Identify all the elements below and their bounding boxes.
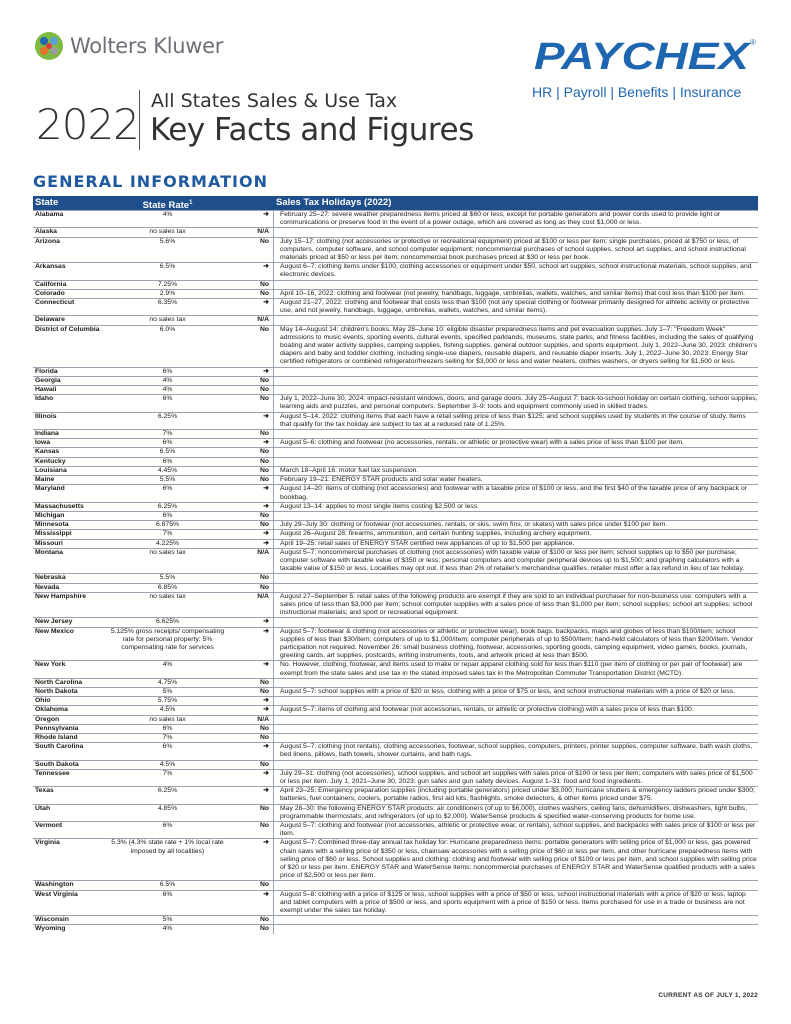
state-rate: 4% — [162, 376, 173, 384]
holiday-description: August 5–7: clothing and footwear (not accessories, athletic or protective wear, or rentals), school supplies, and backpacks with sales price of $100 or less per item. — [273, 822, 758, 838]
holiday-flag: No — [259, 583, 269, 591]
state-name: Kansas — [35, 448, 60, 456]
table-row — [33, 890, 758, 916]
state-rate: 6.875% — [155, 521, 180, 529]
holiday-description: April 23–25: Emergency preparation supplies (including portable generators) priced under $3,000; hurricane shutters & emergency ladders priced under $300; batteries, fuel containers, coolers, portable radios, first aid kits, flashlights, smoke detectors, & other items priced under $75. — [273, 787, 758, 803]
holiday-description — [273, 574, 758, 582]
state-name: West Virginia — [35, 890, 78, 898]
table-row — [33, 880, 758, 889]
table-row — [33, 210, 758, 227]
state-name: Georgia — [35, 376, 61, 384]
state-name: South Carolina — [35, 743, 84, 751]
state-rate: 6.35% — [157, 299, 178, 307]
table-row — [33, 715, 758, 724]
holiday-description: July 15–17: clothing (not accessories or protective or recreational equipment) priced at $100 or less per item; single purchases, priced at $750 or less, of computers, computer software, and school computer equipment; noncommercial purchases of school supplies, school art supplies, and school instructional materials priced at $50 or less per item; noncommercial book purchases priced at $30 or less per book. — [273, 238, 758, 263]
header-rate: State Rate$^1$ — [142, 200, 193, 212]
holiday-flag: No — [259, 881, 269, 889]
holiday-description: August 5–7: Combined three-day annual tax holiday for: Hurricane preparedness items: portable generators with selling price of $1,000 or less, gas powered chain saws with a selling price of $350 or less, chainsaw accessories with a selling price of $60 or less per item, and other hurricane preparedness items with selling price of $60 or less. School supplies and clothing: clothing and footwear with selling price of $100 or less per item, and school supplies with selling price of $20 or less per item. ENERGY STAR and WaterSense items: noncommercial purchases of ENERGY STAR and WaterSense qualified products with a sales price of $2,500 or less per item. — [273, 839, 758, 880]
tax-table — [33, 196, 758, 934]
holiday-description: August 5–8: clothing with a price of $125 or less, school supplies with a price of $50 or less, school instructional materials with a price of $20 or less, laptop and tablet computers with a price of $500 or less, and sports equipment with a price of $150 or less. Items purchased for use in a trade or business are not exempt under the sales tax holiday. — [273, 891, 758, 916]
state-name: South Dakota — [35, 760, 79, 768]
state-name: Nevada — [35, 583, 60, 591]
table-row — [33, 915, 758, 924]
state-rate: 2.9% — [159, 289, 176, 297]
state-rate: 4.5% — [159, 760, 176, 768]
table-row — [33, 724, 758, 733]
holiday-flag: No — [259, 280, 269, 288]
holiday-description — [273, 228, 758, 236]
state-name: North Carolina — [35, 678, 83, 686]
table-row — [33, 475, 758, 484]
state-name: Nebraska — [35, 574, 66, 582]
state-rate: 5.125% gross receipts/ compensating rate for personal property; 5% compensating rate for services — [110, 627, 225, 651]
page-title: Key Facts and Figures — [150, 112, 474, 148]
holiday-flag: No — [259, 430, 269, 438]
state-name: Michigan — [35, 511, 65, 519]
arrow-right-icon: ➜ — [263, 211, 269, 218]
holiday-description: August 21–27, 2022: clothing and footwear that costs less than $100 (not any special clothing or footwear primarily designed for athletic activity or protective use, and not jewelry, handbags, luggage, umbrellas, wallets, watches, and similar items). — [273, 299, 758, 315]
table-row — [33, 696, 758, 705]
header-holidays: Sales Tax Holidays (2022) — [276, 197, 392, 208]
holiday-description: February 19–21: ENERGY STAR products and solar water heaters. — [273, 476, 758, 484]
holiday-description: August 5–7: clothing (not rentals), clothing accessories, footwear, school supplies, computers, printers, printer supplies, computer software, bath wash cloths, bed linens, pillows, bath towels, shower curtains, and bath rugs. — [273, 743, 758, 759]
holiday-description: March 18–April 16: motor fuel tax suspension. — [273, 467, 758, 475]
table-row — [33, 924, 758, 933]
state-rate: 4.45% — [157, 466, 178, 474]
table-row — [33, 592, 758, 618]
state-rate: 6% — [162, 457, 173, 465]
state-rate: 6% — [162, 743, 173, 751]
holiday-flag: No — [259, 678, 269, 686]
holiday-description: August 6–7: clothing items under $100, clothing accessories or equipment under $50, school art supplies, school instructional materials, school supplies, and electronic devices. — [273, 263, 758, 279]
table-row — [33, 289, 758, 298]
holiday-description — [273, 925, 758, 933]
arrow-right-icon: ➜ — [263, 439, 269, 447]
holiday-flag: No — [259, 466, 269, 474]
holiday-description — [273, 697, 758, 705]
holiday-description: April 10–16, 2022: clothing and footwear (not jewelry, handbags, luggage, umbrellas, wallets, watches, and similar items) that cost less than $100 per item. — [273, 290, 758, 298]
holiday-description — [273, 377, 758, 385]
arrow-right-icon: ➜ — [263, 263, 269, 271]
arrow-right-icon: ➜ — [263, 839, 269, 847]
state-rate: no sales tax — [149, 316, 186, 324]
table-row — [33, 687, 758, 696]
state-rate: 6% — [162, 511, 173, 519]
state-rate: 4% — [162, 386, 173, 394]
holiday-description: August 5–7: footwear & clothing (not accessories or athletic or protective wear), book bags, backpacks, maps and globes of less than $100/item; school supplies of less than $30/item; computers of up to $1,000/item; computer peripherals of up to $500/item; hand-held calculators of less than $200/item. Vendor participation not required. November 26: small business clothing, footwear, accessories, sporting goods, camping equipment, video games, books, journals, greeting cards, art supplies, postcards, writing instruments, tools, and artwork priced at less than $500. — [273, 628, 758, 661]
table-row — [33, 733, 758, 742]
svg-text:PAYCHEX: PAYCHEX — [534, 36, 753, 75]
table-row — [33, 742, 758, 759]
table-row — [33, 769, 758, 786]
state-name: Colorado — [35, 289, 65, 297]
holiday-description: May 28–30: the following ENERGY STAR products: air conditioners (of up to $6,000), clothes washers, ceiling fans, dehumidifiers, dishwashers, light bulbs, programmable thermostats, and refrigerators (of up to $2,000). WaterSense products & specified water-conserving products for home use. — [273, 805, 758, 821]
state-rate: 4.225% — [155, 539, 180, 547]
state-name: Kentucky — [35, 457, 66, 465]
table-header — [33, 196, 758, 210]
state-rate: no sales tax — [149, 715, 186, 723]
table-row — [33, 262, 758, 279]
state-name: Florida — [35, 367, 58, 375]
state-rate: 4% — [162, 925, 173, 933]
state-name: Maryland — [35, 485, 65, 493]
footer-date: CURRENT AS OF JULY 1, 2022 — [658, 992, 758, 999]
header-state: State — [35, 197, 59, 208]
table-row — [33, 520, 758, 529]
holiday-flag: No — [259, 289, 269, 297]
state-rate: 5.75% — [157, 697, 178, 705]
holiday-flag: No — [259, 237, 269, 245]
arrow-right-icon: ➜ — [263, 661, 269, 669]
state-name: Delaware — [35, 316, 65, 324]
state-rate: 6% — [162, 439, 173, 447]
holiday-description: August 5–14, 2022: clothing items that each have a retail selling price of less than $125; and school supplies used by students in the course of study. Items that qualify for the tax holiday are subject to tax at a reduced rate of 1.25%. — [273, 413, 758, 429]
table-row — [33, 502, 758, 511]
state-rate: 6.25% — [157, 787, 178, 795]
holiday-description — [273, 761, 758, 769]
holiday-flag: No — [259, 448, 269, 456]
globe-icon — [34, 31, 64, 61]
arrow-right-icon: ➜ — [263, 485, 269, 493]
arrow-right-icon: ➜ — [263, 697, 269, 705]
state-rate: 4.75% — [157, 678, 178, 686]
holiday-description: August 14–20: items of clothing (not accessories) and footwear with a taxable price of $100 or less, and the first $40 of the taxable price of any backpack or bookbag. — [273, 485, 758, 501]
holiday-flag: No — [259, 733, 269, 741]
state-rate: 4.5% — [159, 706, 176, 714]
state-rate: 6.25% — [157, 412, 178, 420]
state-rate: 6.625% — [155, 618, 180, 626]
state-rate: 7% — [162, 430, 173, 438]
holiday-description — [273, 881, 758, 889]
holiday-description — [273, 281, 758, 289]
table-row — [33, 529, 758, 538]
state-name: Connecticut — [35, 299, 75, 307]
holiday-description — [273, 512, 758, 520]
state-name: Montana — [35, 548, 63, 556]
arrow-right-icon: ➜ — [263, 367, 269, 375]
wolters-kluwer-name: Wolters Kluwer — [70, 34, 224, 58]
holiday-flag: No — [259, 687, 269, 695]
holiday-flag: N/A — [257, 548, 269, 556]
holiday-description — [273, 734, 758, 742]
state-name: Minnesota — [35, 521, 69, 529]
state-rate: 7% — [162, 733, 173, 741]
arrow-right-icon: ➜ — [263, 769, 269, 777]
holiday-flag: N/A — [257, 715, 269, 723]
table-row — [33, 457, 758, 466]
state-rate: 4.85% — [157, 804, 178, 812]
holiday-flag: No — [259, 511, 269, 519]
arrow-right-icon: ➜ — [263, 539, 269, 547]
wolters-kluwer-logo — [34, 31, 223, 61]
table-row — [33, 298, 758, 315]
section-heading: GENERAL INFORMATION — [33, 172, 268, 191]
state-rate: 5% — [162, 687, 173, 695]
state-name: Arkansas — [35, 263, 66, 271]
holiday-flag: N/A — [257, 228, 269, 236]
state-name: Wisconsin — [35, 916, 69, 924]
state-name: Vermont — [35, 822, 63, 830]
state-name: Rhode Island — [35, 733, 78, 741]
table-body — [33, 210, 758, 934]
holiday-flag: No — [259, 916, 269, 924]
holiday-description — [273, 716, 758, 724]
holiday-description: July 29–31: clothing (not accessories), school supplies, and school art supplies with sales price of $100 or less per item; computers with sales price of $1,500 or less per item. July 1, 2021–June 30, 2023: gun safes and gun safety devices. August 1–31: food and food ingredients. — [273, 770, 758, 786]
holiday-flag: No — [259, 804, 269, 812]
arrow-right-icon: ➜ — [263, 743, 269, 751]
table-row — [33, 573, 758, 582]
table-row — [33, 325, 758, 367]
state-name: Maine — [35, 476, 55, 484]
state-name: Texas — [35, 787, 54, 795]
state-name: New Mexico — [35, 627, 74, 635]
holiday-description: August 27–September 5: retail sales of the following products are exempt if they are sold to an individual purchaser for non-business use: computers with a sales price of less than $3,000 per item; school computer supplies with a sales price of less than $1,000 per item; school supplies; school art supplies; school instructional materials; and sport or recreational equipment. — [273, 593, 758, 618]
table-row — [33, 539, 758, 548]
holiday-description: April 19–25: retail sales of ENERGY STAR certified new appliances of up to $1,500 per appliance. — [273, 540, 758, 548]
state-name: Oklahoma — [35, 706, 68, 714]
state-rate: 6% — [162, 822, 173, 830]
holiday-flag: N/A — [257, 592, 269, 600]
state-name: Virginia — [35, 839, 60, 847]
holiday-description: August 13–14: applies to most single items costing $2,500 or less. — [273, 503, 758, 511]
table-row — [33, 412, 758, 429]
holiday-description: May 14–August 14: children's books. May 28–June 10: eligible disaster preparedness items and pet evacuation supplies. July 1–7: "Freedom Week" admissions to music events, sporting events, cultural events, specified parklands, museums, state parks, and fitness facilities, including the sales of qualifying boating and water activity supplies, camping supplies, fishing supplies, general outdoor supplies, and sports equipment. July 1, 2022–June 30, 2023: children's diapers and baby and toddler clothing, including single-use diapers, reusable diapers, and reusable diaper inserts. July 1, 2022–June 30, 2023: Energy Star certified refrigerators or combined refrigerator/freezers selling for $3,000 or less and water heaters, clothes washers, or dryers selling for $1,500 or less. — [273, 326, 758, 367]
holiday-description — [273, 916, 758, 924]
svg-text:®: ® — [750, 38, 756, 47]
holiday-description — [273, 458, 758, 466]
table-row — [33, 280, 758, 289]
state-name: Alaska — [35, 228, 57, 236]
state-name: Tennessee — [35, 769, 70, 777]
table-row — [33, 617, 758, 626]
holiday-description: February 25–27: severe weather preparedness items priced at $60 or less, except for portable generators and power cords used to provide light or communications or preserve food in the event of a power outage, which are covered as long as they cost $1,000 or less. — [273, 211, 758, 227]
table-row — [33, 583, 758, 592]
holiday-description: August 5–7: school supplies with a price of $20 or less, clothing with a price of $75 or less, and school instructional materials with a price of $20 or less. — [273, 688, 758, 696]
state-rate: 5.6% — [159, 237, 176, 245]
table-row — [33, 237, 758, 263]
title-year: 2022 — [36, 100, 139, 149]
holiday-flag: No — [259, 476, 269, 484]
state-rate: 6.85% — [157, 583, 178, 591]
paychex-logo — [534, 35, 758, 75]
state-name: Wyoming — [35, 925, 66, 933]
table-row — [33, 385, 758, 394]
holiday-description — [273, 618, 758, 626]
state-rate: 4% — [162, 661, 173, 669]
table-row — [33, 627, 758, 661]
state-name: Alabama — [35, 211, 64, 218]
paychex-tagline: HR | Payroll | Benefits | Insurance — [532, 84, 742, 100]
state-rate: 5.3% (4.3% state rate + 1% local rate imposed by all localities) — [111, 839, 224, 855]
state-name: Oregon — [35, 715, 60, 723]
table-row — [33, 511, 758, 520]
state-name: Arizona — [35, 237, 60, 245]
state-name: Washington — [35, 881, 74, 889]
arrow-right-icon: ➜ — [263, 412, 269, 420]
state-name: Indiana — [35, 430, 59, 438]
title-divider — [139, 90, 140, 150]
state-rate: 5.5% — [159, 476, 176, 484]
holiday-flag: No — [259, 760, 269, 768]
table-row — [33, 838, 758, 880]
holiday-description: August 5–7: items of clothing and footwear (not accessories, rentals, or athletic or protective clothing) with a sales price of less than $100. — [273, 706, 758, 714]
state-rate: 6.5% — [159, 881, 176, 889]
table-row — [33, 466, 758, 475]
holiday-flag: No — [259, 574, 269, 582]
holiday-description: July 1, 2022–June 30, 2024: impact-resistant windows, doors, and garage doors. July 25–August 7: back-to-school holiday on certain clothing, school supplies, learning aids and puzzles, and personal computers. September 3–9: tools and equipment commonly used in skilled trades. — [273, 395, 758, 411]
holiday-description — [273, 368, 758, 376]
table-row — [33, 438, 758, 447]
arrow-right-icon: ➜ — [263, 787, 269, 795]
table-row — [33, 429, 758, 438]
table-row — [33, 227, 758, 236]
holiday-description — [273, 430, 758, 438]
holiday-description — [273, 448, 758, 456]
state-name: Ohio — [35, 697, 51, 705]
holiday-description — [273, 725, 758, 733]
table-row — [33, 786, 758, 803]
arrow-right-icon: ➜ — [263, 299, 269, 307]
holiday-flag: No — [259, 457, 269, 465]
state-rate: 6% — [162, 395, 173, 403]
holiday-flag: No — [259, 822, 269, 830]
holiday-flag: N/A — [257, 316, 269, 324]
state-rate: 6% — [162, 724, 173, 732]
state-name: Hawaii — [35, 386, 57, 394]
state-rate: 6.0% — [159, 325, 176, 333]
table-row — [33, 705, 758, 714]
table-row — [33, 315, 758, 324]
arrow-right-icon: ➜ — [263, 627, 269, 635]
holiday-flag: No — [259, 925, 269, 933]
table-row — [33, 376, 758, 385]
holiday-flag: No — [259, 325, 269, 333]
state-name: Idaho — [35, 395, 54, 403]
state-rate: 6.5% — [159, 448, 176, 456]
table-row — [33, 804, 758, 821]
arrow-right-icon: ➜ — [263, 502, 269, 510]
holiday-flag: No — [259, 521, 269, 529]
state-name: Utah — [35, 804, 51, 812]
holiday-description: August 5–7: noncommercial purchases of clothing (not accessories) with taxable value of $100 or less per item; school supplies up to $50 per purchase; computer software with taxable value of $350 or less; personal computers and computer peripheral devices up to $1,500; and graphing calculators with a taxable value of $150 or less. Localities may opt out. If less than 2% of retailer's merchandise qualifies, retailer must offer a tax refund in lieu of tax holiday. — [273, 549, 758, 574]
table-row — [33, 678, 758, 687]
state-rate: 5% — [162, 916, 173, 924]
state-rate: 7% — [162, 530, 173, 538]
state-name: District of Columbia — [35, 325, 100, 333]
state-rate: 6% — [162, 485, 173, 493]
holiday-description — [273, 584, 758, 592]
state-rate: 7% — [162, 769, 173, 777]
state-name: Louisiana — [35, 466, 67, 474]
state-name: New Jersey — [35, 618, 73, 626]
state-name: Massachusetts — [35, 502, 84, 510]
state-name: Pennsylvania — [35, 724, 79, 732]
state-rate: 7.25% — [157, 280, 178, 288]
holiday-description: No. However, clothing, footwear, and items used to make or repair apparel clothing sold for less than $110 (per item of clothing or per pair of footwear) are exempt from the state sales and use tax in the stated imposed sales tax in the Metropolitan Commuter Transportation District (MCTD). — [273, 661, 758, 677]
holiday-flag: No — [259, 395, 269, 403]
holiday-description — [273, 386, 758, 394]
state-name: New Hampshire — [35, 592, 86, 600]
state-rate: no sales tax — [149, 548, 186, 556]
state-name: Iowa — [35, 439, 51, 447]
state-rate: no sales tax — [149, 592, 186, 600]
state-name: Illinois — [35, 412, 57, 420]
state-rate: 6% — [162, 367, 173, 375]
arrow-right-icon: ➜ — [263, 890, 269, 898]
state-name: California — [35, 280, 67, 288]
state-name: Missouri — [35, 539, 63, 547]
holiday-description — [273, 679, 758, 687]
state-rate: 4% — [162, 211, 173, 218]
state-rate: 6% — [162, 890, 173, 898]
state-rate: 6.25% — [157, 502, 178, 510]
holiday-flag: No — [259, 724, 269, 732]
holiday-description: July 29–July 30: clothing or footwear (not accessories, rentals, or skis, swim fins, or skates) with sales price under $100 per item. — [273, 521, 758, 529]
table-row — [33, 484, 758, 501]
state-name: Mississippi — [35, 530, 72, 538]
holiday-flag: No — [259, 386, 269, 394]
arrow-right-icon: ➜ — [263, 706, 269, 714]
state-rate: 5.5% — [159, 574, 176, 582]
state-name: North Dakota — [35, 687, 78, 695]
table-row — [33, 367, 758, 376]
state-rate: 6.5% — [159, 263, 176, 271]
holiday-description — [273, 316, 758, 324]
table-row — [33, 394, 758, 411]
state-name: New York — [35, 661, 66, 669]
holiday-description: August 5–6: clothing and footwear (no accessories, rentals, or athletic or protective wear) with a sales price of less than $100 per item. — [273, 439, 758, 447]
arrow-right-icon: ➜ — [263, 530, 269, 538]
table-row — [33, 660, 758, 677]
state-rate: no sales tax — [149, 228, 186, 236]
title-subtitle: All States Sales & Use Tax — [151, 90, 398, 112]
table-row — [33, 760, 758, 769]
table-row — [33, 447, 758, 456]
arrow-right-icon: ➜ — [263, 618, 269, 626]
holiday-description: August 26–August 28: firearms, ammunition, and certain hunting supplies, including archery equipment. — [273, 530, 758, 538]
table-row — [33, 548, 758, 574]
holiday-flag: No — [259, 376, 269, 384]
table-row — [33, 821, 758, 838]
